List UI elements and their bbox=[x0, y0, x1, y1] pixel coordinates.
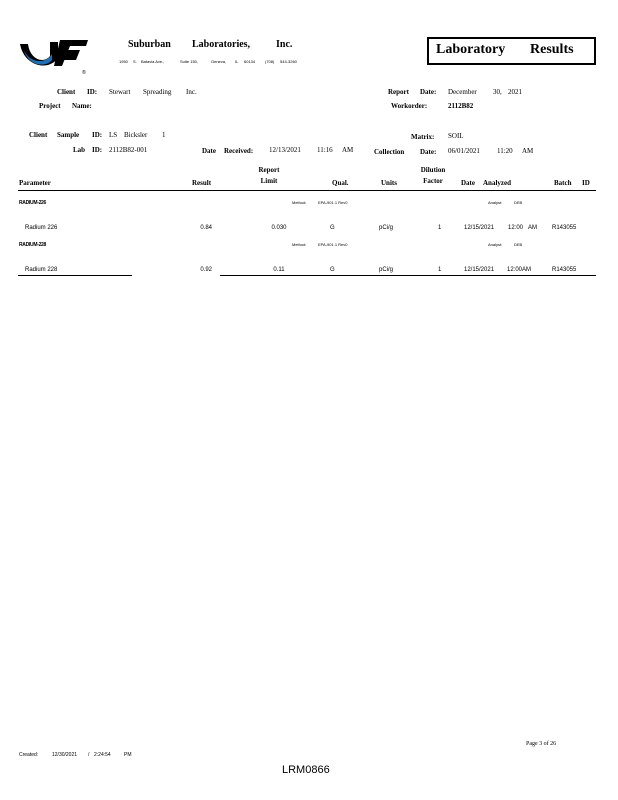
method-label: Method: bbox=[292, 242, 307, 247]
lab-id-label: Lab bbox=[73, 146, 86, 154]
row-dilution: 1 bbox=[438, 267, 442, 273]
row-ampm: AM bbox=[528, 225, 537, 231]
company-logo-graphic bbox=[18, 36, 90, 76]
collection-date-label: Date: bbox=[420, 148, 437, 156]
company-name-word: Laboratories, bbox=[192, 39, 251, 50]
row-result: 0.84 bbox=[200, 225, 212, 231]
company-logo bbox=[18, 36, 90, 76]
collection-date-label: Collection bbox=[374, 148, 405, 156]
client-sample-id-value: Bicksler bbox=[124, 131, 148, 139]
address-part: 544-3260 bbox=[280, 59, 297, 64]
column-header-report-limit: Limit bbox=[260, 177, 278, 185]
column-header-date-analyzed: Analyzed bbox=[483, 179, 511, 187]
address-part: IL bbox=[235, 59, 239, 64]
analyst-label: Analyst: bbox=[488, 200, 503, 205]
analyte-group-name: RADIUM-226 bbox=[19, 200, 47, 206]
address-part: 1950 bbox=[119, 59, 128, 64]
collection-date-value: 11:20 bbox=[497, 147, 513, 155]
row-batch-id: R143055 bbox=[552, 267, 577, 273]
row-units: pCi/g bbox=[379, 267, 394, 273]
row-parameter: Radium 226 bbox=[25, 225, 58, 231]
method-value: EPA-901.1 Rev0 bbox=[318, 200, 348, 205]
column-header-dilution-factor: Dilution bbox=[420, 166, 446, 174]
client-sample-id-label: ID: bbox=[92, 131, 103, 139]
client-id-label: Client bbox=[57, 88, 76, 96]
company-name-word: Suburban bbox=[128, 39, 171, 50]
address-part: S. bbox=[133, 59, 137, 64]
matrix-label: Matrix: bbox=[411, 133, 435, 141]
client-sample-id-label: Client bbox=[29, 131, 48, 139]
address-part: (708) bbox=[265, 59, 275, 64]
row-time-analyzed: 12:00 bbox=[508, 225, 524, 231]
page-number: Page 3 of 26 bbox=[526, 741, 557, 747]
method-value: EPA-901.1 Rev0 bbox=[318, 242, 348, 247]
date-received-label: Received: bbox=[224, 147, 254, 155]
row-date-analyzed: 12/15/2021 bbox=[464, 225, 495, 231]
project-name-label: Project bbox=[39, 102, 61, 110]
row-units: pCi/g bbox=[379, 225, 394, 231]
analyte-group-name: RADIUM-228 bbox=[19, 242, 47, 248]
report-title-word: Results bbox=[530, 42, 574, 57]
row-underline bbox=[220, 275, 596, 276]
column-header-date-analyzed: Date bbox=[461, 179, 475, 187]
date-received-value: AM bbox=[342, 146, 354, 154]
report-date-value: December bbox=[448, 88, 477, 96]
address-part: 60134 bbox=[244, 59, 256, 64]
row-dilution: 1 bbox=[438, 225, 442, 231]
report-date-value: 2021 bbox=[508, 88, 522, 96]
client-id-value: Spreading bbox=[143, 88, 172, 96]
client-id-value: Inc. bbox=[186, 88, 197, 96]
date-received-value: 12/13/2021 bbox=[269, 146, 301, 154]
created-separator: / bbox=[88, 752, 90, 758]
report-title-word: Laboratory bbox=[436, 42, 506, 57]
workorder-value: 2112B82 bbox=[448, 102, 474, 110]
created-ampm: PM bbox=[124, 752, 132, 758]
company-name-word: Inc. bbox=[276, 39, 293, 50]
column-header-report-limit: Report bbox=[258, 166, 280, 174]
lab-id-label: ID: bbox=[92, 146, 103, 154]
row-date-analyzed: 12/15/2021 bbox=[464, 267, 495, 273]
row-report-limit: 0.11 bbox=[273, 267, 285, 273]
row-batch-id: R143055 bbox=[552, 225, 577, 231]
client-sample-id-value: 1 bbox=[162, 131, 166, 139]
row-result: 0.92 bbox=[200, 267, 212, 273]
date-received-value: 11:16 bbox=[317, 146, 333, 154]
address-part: Suite 150, bbox=[180, 59, 199, 64]
row-qualifier: G bbox=[330, 267, 335, 273]
client-sample-id-value: LS bbox=[109, 131, 118, 139]
method-label: Method: bbox=[292, 200, 307, 205]
matrix-value: SOIL bbox=[448, 132, 464, 140]
created-label: Created: bbox=[19, 752, 39, 758]
row-qualifier: G bbox=[330, 225, 335, 231]
client-sample-id-label: Sample bbox=[57, 131, 80, 139]
column-header-qual: Qual. bbox=[332, 179, 349, 187]
column-header-result: Result bbox=[192, 179, 212, 187]
header-rule bbox=[18, 190, 596, 191]
document-code: LRM0866 bbox=[282, 764, 330, 776]
lab-id-value: 2112B82-001 bbox=[109, 146, 148, 154]
analyst-value: DEB bbox=[514, 242, 523, 247]
column-header-dilution-factor: Factor bbox=[423, 177, 443, 185]
row-parameter: Radium 228 bbox=[25, 267, 58, 273]
collection-date-value: AM bbox=[522, 147, 534, 155]
workorder-label: Workorder: bbox=[391, 102, 428, 110]
row-time-analyzed: 12:00AM bbox=[507, 267, 532, 273]
report-date-label: Date: bbox=[420, 88, 437, 96]
column-header-batch-id: ID bbox=[582, 179, 590, 187]
date-received-label: Date bbox=[202, 147, 216, 155]
column-header-units: Units bbox=[381, 179, 397, 187]
created-time: 2:24:54 bbox=[94, 752, 111, 758]
project-name-label: Name: bbox=[72, 102, 92, 110]
column-header-batch-id: Batch bbox=[554, 179, 572, 187]
report-date-label: Report bbox=[388, 88, 409, 96]
created-date: 12/30/2021 bbox=[52, 752, 78, 758]
row-report-limit: 0.030 bbox=[271, 225, 287, 231]
address-part: Geneva, bbox=[211, 59, 227, 64]
column-header-parameter: Parameter bbox=[19, 179, 51, 187]
analyst-value: DEB bbox=[514, 200, 523, 205]
address-part: Batavia Ave., bbox=[141, 59, 165, 64]
collection-date-value: 06/01/2021 bbox=[448, 147, 480, 155]
svg-text:®: ® bbox=[82, 70, 86, 76]
analyst-label: Analyst: bbox=[488, 242, 503, 247]
client-id-value: Stewart bbox=[109, 88, 131, 96]
client-id-label: ID: bbox=[87, 88, 98, 96]
report-date-value: 30, bbox=[493, 88, 502, 96]
row-underline bbox=[18, 275, 132, 276]
